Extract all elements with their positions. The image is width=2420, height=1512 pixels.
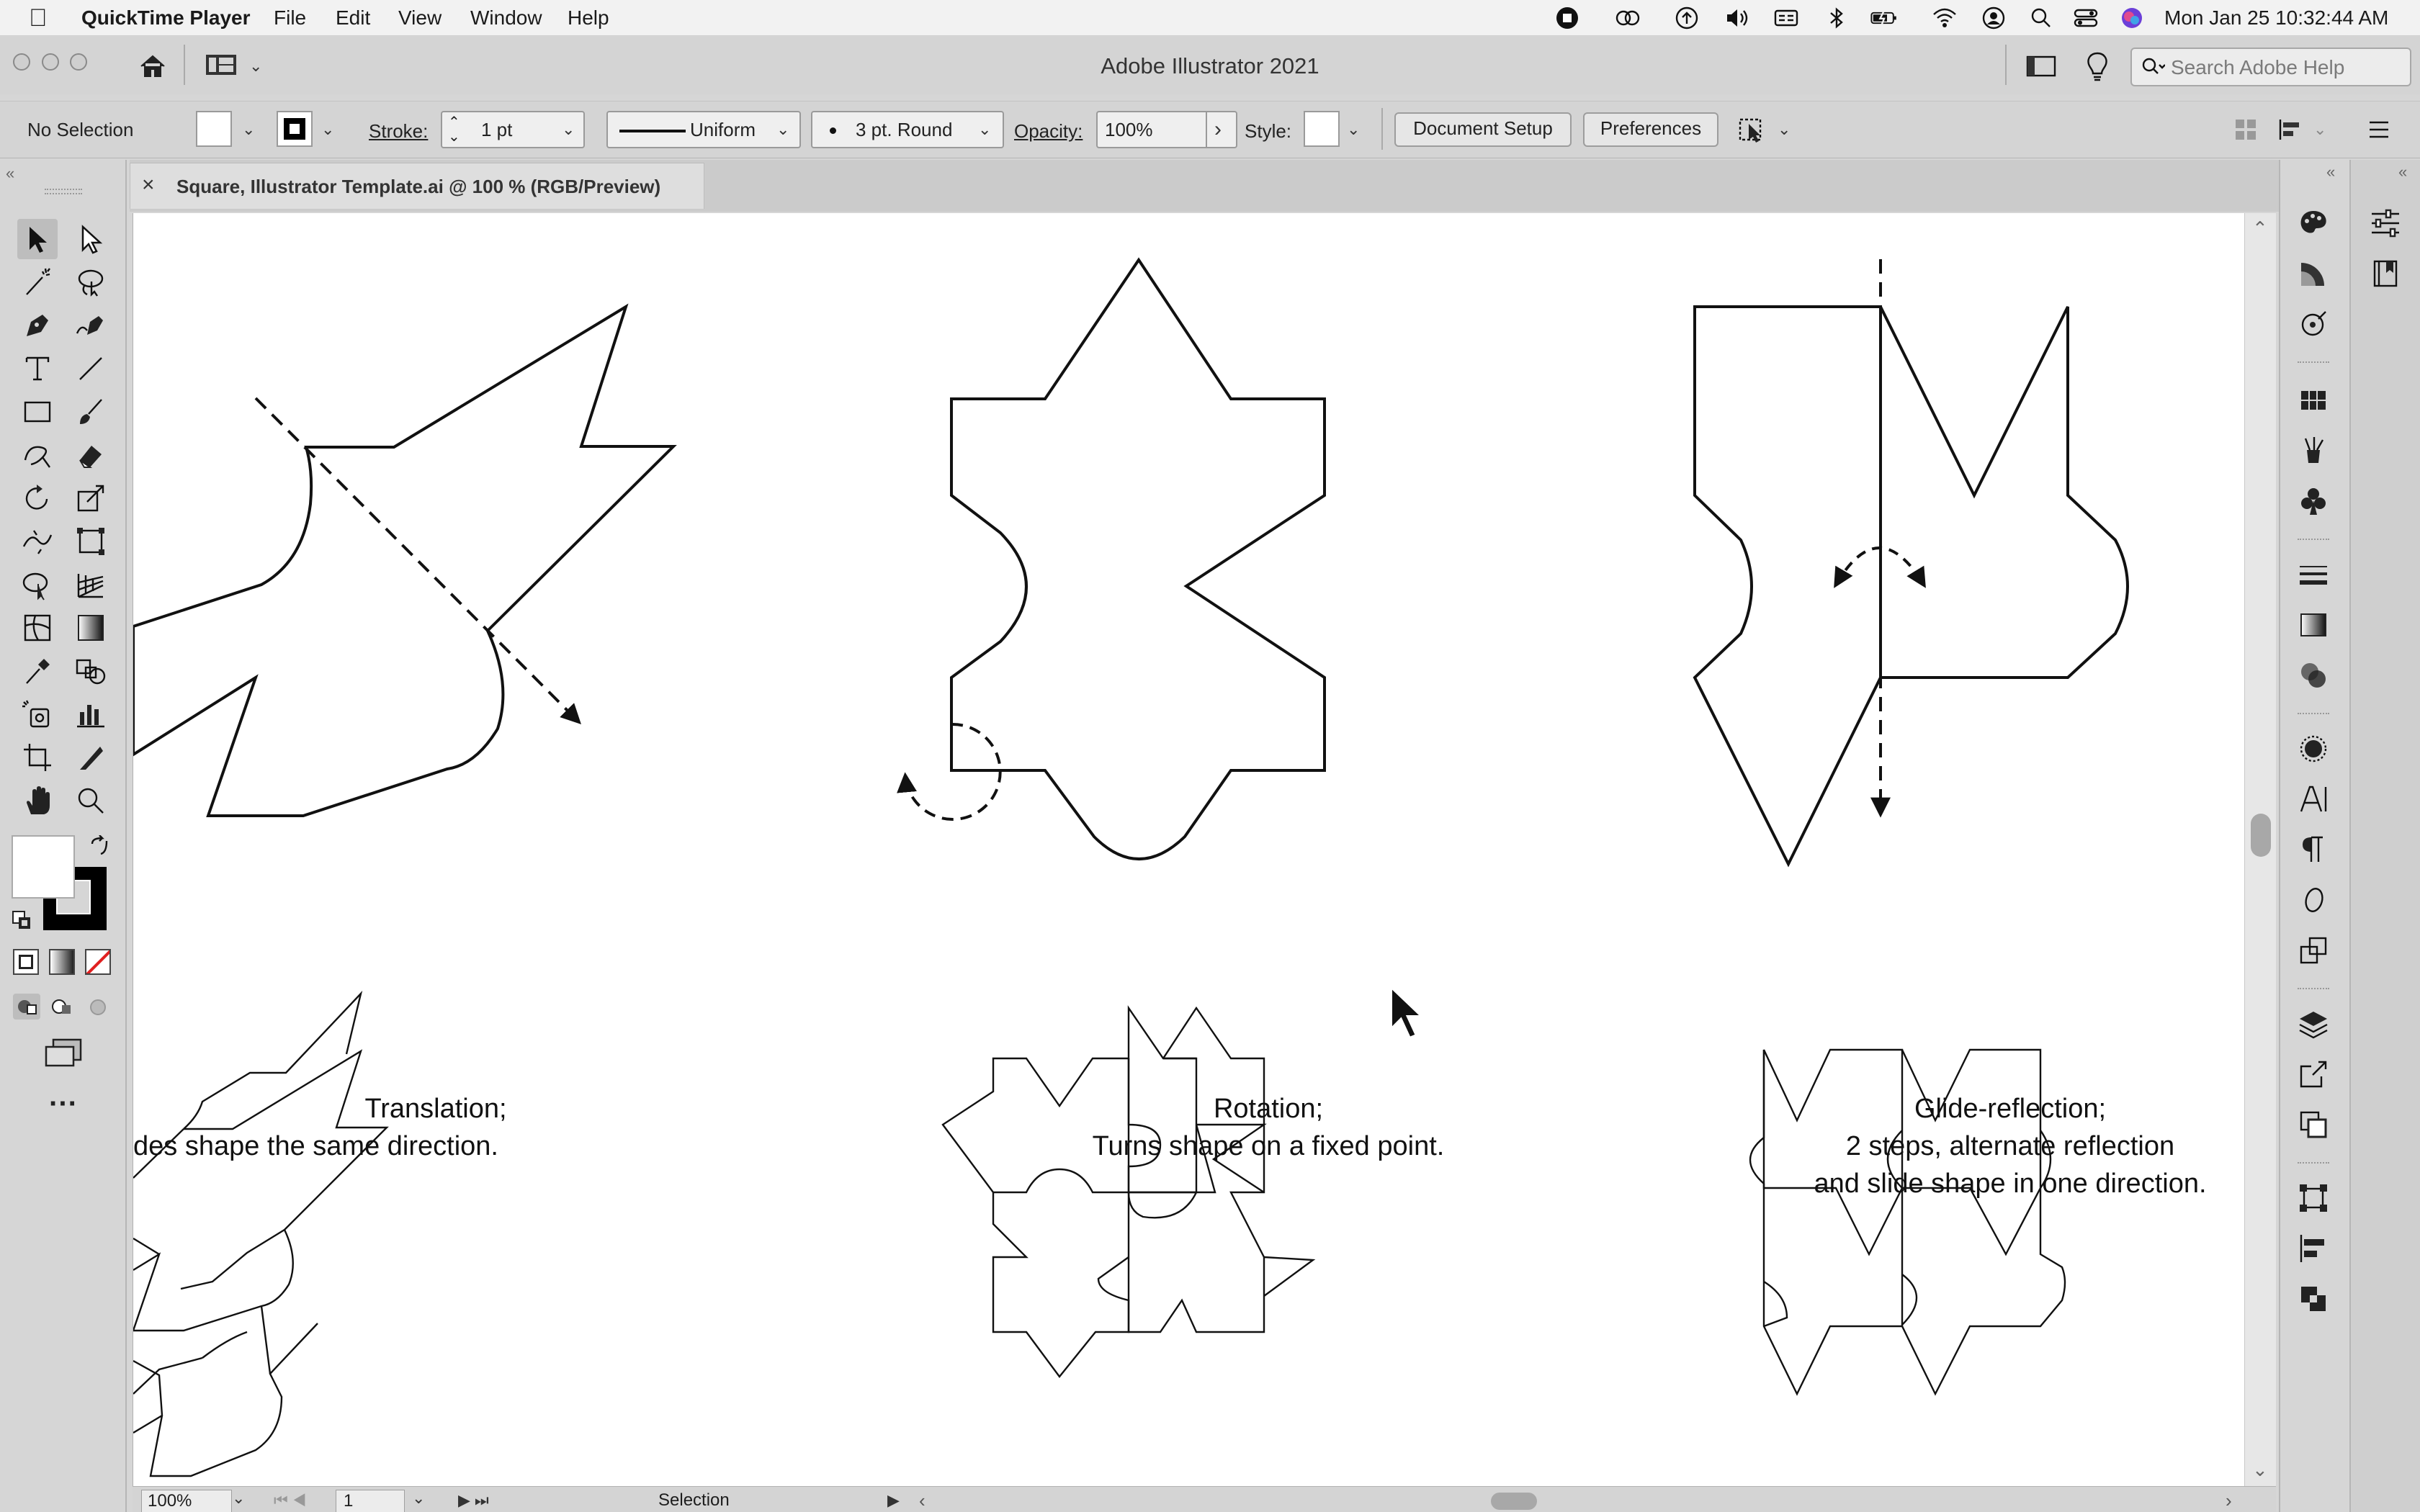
- column-graph-icon: [74, 698, 107, 731]
- artboard-number-field[interactable]: 1: [336, 1490, 405, 1512]
- close-tab-icon[interactable]: ×: [142, 173, 155, 197]
- character-a-icon: [2297, 783, 2330, 816]
- translation-direction-arrow: [256, 398, 578, 721]
- draw-normal-icon: [16, 996, 37, 1017]
- club-symbol-icon: [2297, 485, 2330, 518]
- divider: [184, 45, 185, 85]
- width-icon: [21, 525, 54, 558]
- asset-export-icon: [2297, 1058, 2330, 1091]
- glide-caption-desc-2: and slide shape in one direction.: [1814, 1169, 2207, 1199]
- hand-tool[interactable]: [17, 780, 58, 821]
- gradient-mode-button[interactable]: [49, 949, 75, 975]
- perspective-grid-icon: [74, 568, 107, 601]
- translation-tessellation[interactable]: [133, 994, 387, 1476]
- opacity-field[interactable]: [1096, 111, 1237, 148]
- user-account-icon[interactable]: [1979, 4, 2008, 32]
- search-adobe-help-field[interactable]: [2130, 48, 2411, 86]
- libraries-panel-button[interactable]: [2367, 255, 2404, 292]
- zoom-tool[interactable]: [71, 780, 111, 821]
- libraries-book-icon: [2369, 257, 2402, 290]
- workspace-layout-icon[interactable]: [205, 52, 238, 78]
- free-transform-icon: [74, 525, 107, 558]
- translation-shape[interactable]: [133, 307, 673, 816]
- quick-actions-chevron-down-icon[interactable]: ⌄: [1778, 120, 1791, 138]
- paragraph-pilcrow-icon: [2297, 833, 2330, 866]
- artboards-panel-button[interactable]: [2295, 1106, 2332, 1143]
- draw-inside-icon[interactable]: [86, 996, 109, 1018]
- grip-handle: [2298, 713, 2329, 717]
- arrange-documents-icon[interactable]: [2025, 53, 2057, 79]
- search-icon: [2141, 56, 2165, 78]
- window-close-button[interactable]: [13, 53, 30, 71]
- change-screen-mode-icon[interactable]: [43, 1037, 84, 1068]
- properties-sliders-icon: [2369, 207, 2402, 240]
- asset-export-panel-button[interactable]: [2295, 1056, 2332, 1093]
- graphic-style-swatch[interactable]: [1304, 111, 1340, 147]
- brush-chevron-down-icon[interactable]: ⌄: [978, 120, 992, 138]
- control-center-icon[interactable]: [2071, 4, 2100, 32]
- align-panel-button[interactable]: [2295, 1230, 2332, 1267]
- tessellation-artwork: [133, 213, 2245, 1486]
- shape-builder-tool[interactable]: [17, 564, 58, 605]
- mesh-tool[interactable]: [17, 608, 58, 648]
- color-mode-button[interactable]: [13, 949, 39, 975]
- rotation-caption-desc: Turns shape on a fixed point.: [1092, 1131, 1445, 1161]
- symbol-sprayer-tool[interactable]: [17, 694, 58, 734]
- stroke-weight-chevron-down-icon[interactable]: ⌄: [562, 120, 575, 138]
- collapse-panel-icon[interactable]: «: [6, 164, 15, 182]
- gradient-tool[interactable]: [71, 608, 111, 648]
- transparency-circles-icon: [2297, 659, 2330, 692]
- status-menu-arrow-icon[interactable]: ▶: [887, 1491, 900, 1509]
- line-segment-tool[interactable]: [71, 348, 111, 389]
- pen-nib-icon: [21, 309, 54, 342]
- stroke-lines-icon: [2297, 558, 2330, 591]
- swap-fill-stroke-icon[interactable]: [86, 835, 112, 860]
- shaper-icon: [21, 438, 54, 472]
- grip-handle: [2298, 988, 2329, 992]
- screen-record-icon[interactable]: [1553, 4, 1582, 32]
- eyedropper-icon: [21, 654, 54, 688]
- rotation-shape[interactable]: [951, 260, 1325, 859]
- pen-tool[interactable]: [17, 305, 58, 346]
- caption-icon[interactable]: [1772, 4, 1801, 32]
- panel-grid-icon[interactable]: [2233, 117, 2259, 143]
- menu-view[interactable]: View: [398, 6, 442, 29]
- collapse-dock-icon[interactable]: «: [2326, 163, 2336, 181]
- gradient-icon: [74, 611, 107, 644]
- eyedropper-tool[interactable]: [17, 651, 58, 691]
- scroll-up-chevron-icon[interactable]: ⌃: [2252, 217, 2268, 239]
- blend-tool[interactable]: [71, 651, 111, 691]
- window-zoom-button[interactable]: [70, 53, 87, 71]
- paintbrush-tool[interactable]: [71, 392, 111, 432]
- artboards-icon: [2297, 1108, 2330, 1141]
- scroll-right-chevron-icon[interactable]: ›: [2226, 1490, 2232, 1511]
- transform-icon: [2297, 934, 2330, 967]
- fill-swatch[interactable]: [196, 111, 232, 147]
- search-placeholder: Search Adobe Help: [2171, 56, 2345, 78]
- mesh-icon: [21, 611, 54, 644]
- control-bar-menu-icon[interactable]: [2367, 117, 2391, 143]
- brushes-panel-button[interactable]: [2295, 432, 2332, 469]
- direct-selection-arrow-icon: [74, 222, 107, 256]
- draw-normal-button[interactable]: [13, 994, 40, 1020]
- swatches-panel-button[interactable]: [2295, 382, 2332, 419]
- hand-icon: [21, 784, 54, 817]
- lasso-icon: [74, 266, 107, 299]
- siri-icon[interactable]: [2118, 4, 2146, 32]
- grip-handle[interactable]: [45, 189, 82, 194]
- scale-tool[interactable]: [71, 478, 111, 518]
- color-guide-icon: [2297, 257, 2330, 290]
- status-bar: [133, 1486, 2276, 1512]
- draw-behind-icon[interactable]: [50, 996, 73, 1018]
- stroke-label[interactable]: Stroke:: [369, 120, 429, 142]
- transparency-panel-button[interactable]: [2295, 657, 2332, 694]
- stroke-swatch[interactable]: [277, 111, 313, 147]
- appearance-sun-icon: [2297, 732, 2330, 765]
- menu-file[interactable]: File: [274, 6, 307, 29]
- brush-definition-select[interactable]: [811, 111, 1004, 148]
- free-transform-tool[interactable]: [71, 521, 111, 562]
- column-graph-tool[interactable]: [71, 694, 111, 734]
- scroll-left-chevron-icon[interactable]: ‹: [919, 1490, 926, 1511]
- menu-window[interactable]: Window: [470, 6, 542, 29]
- blend-icon: [74, 654, 107, 688]
- align-chevron-down-icon[interactable]: ⌄: [2313, 120, 2327, 138]
- paragraph-panel-button[interactable]: [2295, 831, 2332, 868]
- stroke-stepper-down-icon[interactable]: ⌄: [448, 129, 460, 145]
- bluetooth-icon[interactable]: [1822, 4, 1851, 32]
- scale-icon: [74, 482, 107, 515]
- stroke-weight-value[interactable]: 1 pt: [481, 119, 513, 140]
- profile-value: Uniform: [690, 119, 756, 140]
- paintbrush-icon: [74, 395, 107, 428]
- collapse-properties-icon[interactable]: «: [2398, 163, 2408, 181]
- preferences-button[interactable]: Preferences: [1583, 112, 1718, 147]
- opacity-chevron-right-icon[interactable]: ›: [1214, 117, 1222, 141]
- swatches-grid-icon: [2297, 384, 2330, 417]
- glide-caption-title: Glide-reflection;: [1914, 1094, 2107, 1124]
- divider: [1206, 112, 1207, 147]
- translation-caption-title: Translation;: [364, 1094, 507, 1124]
- rectangle-icon: [21, 395, 54, 428]
- transform-panel-button[interactable]: [2295, 932, 2332, 969]
- selection-status: No Selection: [27, 119, 134, 140]
- rotation-caption-title: Rotation;: [1213, 1094, 1324, 1124]
- vertical-scrollbar[interactable]: [2244, 213, 2276, 1486]
- none-mode-button[interactable]: [85, 949, 111, 975]
- width-tool[interactable]: [17, 521, 58, 562]
- default-fill-stroke-icon[interactable]: [12, 910, 33, 932]
- align-icon[interactable]: [2276, 117, 2305, 143]
- menu-app-name[interactable]: QuickTime Player: [81, 6, 251, 29]
- window-minimize-button[interactable]: [42, 53, 59, 71]
- align-left-icon: [2297, 1232, 2330, 1265]
- battery-icon[interactable]: [1870, 4, 1899, 32]
- layers-panel-button[interactable]: [2295, 1005, 2332, 1043]
- layers-stack-icon: [2297, 1007, 2330, 1040]
- transform-align-panel-button[interactable]: [2295, 1179, 2332, 1217]
- magic-wand-icon: [21, 266, 54, 299]
- properties-panel-button[interactable]: [2367, 204, 2404, 242]
- line-segment-icon: [74, 352, 107, 385]
- translation-caption-desc: des shape the same direction.: [133, 1131, 498, 1161]
- shape-builder-icon: [21, 568, 54, 601]
- color-panel-button[interactable]: [2295, 204, 2332, 242]
- next-artboard-icon[interactable]: ▶⏭: [458, 1491, 493, 1509]
- current-tool-status: Selection: [658, 1490, 730, 1510]
- mouse-pointer-icon: [1386, 984, 1433, 1044]
- brush-dot-icon: [830, 127, 836, 134]
- opentype-o-icon: [2297, 883, 2330, 917]
- home-icon[interactable]: [137, 50, 169, 82]
- zoom-chevron-down-icon[interactable]: ⌄: [232, 1489, 246, 1507]
- menu-help[interactable]: Help: [568, 6, 609, 29]
- brush-value: 3 pt. Round: [856, 119, 953, 140]
- stroke-swatch-chevron-down-icon[interactable]: ⌄: [321, 120, 335, 138]
- divider: [2005, 45, 2007, 85]
- artboard-canvas[interactable]: [133, 213, 2244, 1486]
- upload-icon[interactable]: [1672, 4, 1701, 32]
- document-setup-button[interactable]: Document Setup: [1394, 112, 1572, 147]
- window-title: Adobe Illustrator 2021: [1101, 53, 1319, 78]
- rotate-tool[interactable]: [17, 478, 58, 518]
- horizontal-scroll-thumb[interactable]: [1491, 1493, 1537, 1510]
- shaper-tool[interactable]: [17, 435, 58, 475]
- lasso-tool[interactable]: [71, 262, 111, 302]
- menubar-clock[interactable]: Mon Jan 25 10:32:44 AM: [2164, 6, 2389, 29]
- first-artboard-icon[interactable]: ⏮◀: [274, 1491, 311, 1509]
- grip-handle: [2298, 361, 2329, 366]
- appearance-panel-button[interactable]: [2295, 730, 2332, 768]
- curvature-tool[interactable]: [71, 305, 111, 346]
- artboard-chevron-down-icon[interactable]: ⌄: [412, 1489, 426, 1507]
- eraser-icon: [74, 438, 107, 472]
- eraser-tool[interactable]: [71, 435, 111, 475]
- zoom-level-field[interactable]: 100%: [141, 1490, 232, 1512]
- apple-icon[interactable]: [29, 0, 48, 36]
- pathfinder-panel-button[interactable]: [2295, 1280, 2332, 1318]
- document-tab[interactable]: [130, 163, 704, 209]
- rotate-icon: [21, 482, 54, 515]
- menu-edit[interactable]: Edit: [336, 6, 371, 29]
- stroke-weight-field[interactable]: [441, 111, 585, 148]
- creative-cloud-icon[interactable]: [1613, 4, 1642, 32]
- slice-tool[interactable]: [71, 737, 111, 778]
- rectangle-tool[interactable]: [17, 392, 58, 432]
- palette-icon: [2297, 207, 2330, 240]
- profile-line-icon: [619, 130, 686, 132]
- recolor-wheel-icon: [2297, 307, 2330, 341]
- direct-selection-tool[interactable]: [71, 219, 111, 259]
- type-t-icon: [21, 352, 54, 385]
- curvature-pen-icon: [74, 309, 107, 342]
- artboard-icon: [21, 741, 54, 774]
- symbols-panel-button[interactable]: [2295, 482, 2332, 520]
- pathfinder-icon: [2297, 1282, 2330, 1315]
- discover-lightbulb-icon[interactable]: [2084, 50, 2110, 82]
- fill-color-swatch[interactable]: [12, 835, 75, 899]
- style-chevron-down-icon[interactable]: ⌄: [1347, 120, 1361, 138]
- slice-knife-icon: [74, 741, 107, 774]
- stroke-stepper-up-icon[interactable]: ⌃: [448, 114, 460, 130]
- style-label: Style:: [1245, 120, 1292, 142]
- spotlight-search-icon[interactable]: [2027, 4, 2056, 32]
- opacity-label[interactable]: Opacity:: [1014, 120, 1083, 142]
- macos-menu-bar: [0, 0, 2420, 36]
- quick-actions-icon[interactable]: [1736, 114, 1770, 145]
- grip-handle: [2298, 1162, 2329, 1166]
- perspective-grid-tool[interactable]: [71, 564, 111, 605]
- grip-handle: [2298, 539, 2329, 543]
- stroke-panel-button[interactable]: [2295, 556, 2332, 593]
- document-tab-title: Square, Illustrator Template.ai @ 100 % (RGB/Preview): [176, 176, 661, 197]
- selection-arrow-icon: [21, 222, 54, 256]
- volume-icon[interactable]: [1723, 4, 1752, 32]
- divider: [1381, 108, 1383, 150]
- wifi-icon[interactable]: [1930, 4, 1959, 32]
- brushes-cup-icon: [2297, 434, 2330, 467]
- glide-caption-desc-1: 2 steps, alternate reflection: [1845, 1131, 2175, 1161]
- recolor-panel-button[interactable]: [2295, 305, 2332, 343]
- variable-width-profile-select[interactable]: [606, 111, 801, 148]
- fill-chevron-down-icon[interactable]: ⌄: [242, 120, 256, 138]
- type-tool[interactable]: [17, 348, 58, 389]
- vertical-scroll-thumb[interactable]: [2251, 814, 2271, 857]
- profile-chevron-down-icon[interactable]: ⌄: [776, 120, 790, 138]
- color-guide-panel-button[interactable]: [2295, 255, 2332, 292]
- glide-reflection-right-shape[interactable]: [1881, 307, 2128, 678]
- opacity-value[interactable]: 100%: [1105, 119, 1153, 140]
- rotation-tessellation[interactable]: [943, 1008, 1313, 1377]
- workspace-chevron-down-icon[interactable]: ⌄: [249, 57, 263, 75]
- transform-bounds-icon: [2297, 1182, 2330, 1215]
- selection-tool[interactable]: [17, 219, 58, 259]
- opentype-panel-button[interactable]: [2295, 881, 2332, 919]
- gradient-panel-icon: [2297, 608, 2330, 642]
- glide-reflection-left-shape[interactable]: [1695, 307, 1881, 864]
- gradient-panel-button[interactable]: [2295, 606, 2332, 644]
- zoom-magnifier-icon: [74, 784, 107, 817]
- artboard-tool[interactable]: [17, 737, 58, 778]
- character-panel-button[interactable]: [2295, 780, 2332, 818]
- scroll-down-chevron-icon[interactable]: ⌄: [2252, 1459, 2268, 1480]
- properties-dock: [2349, 160, 2420, 1512]
- magic-wand-tool[interactable]: [17, 262, 58, 302]
- edit-toolbar-more-icon[interactable]: ···: [49, 1088, 78, 1120]
- symbol-sprayer-icon: [21, 698, 54, 731]
